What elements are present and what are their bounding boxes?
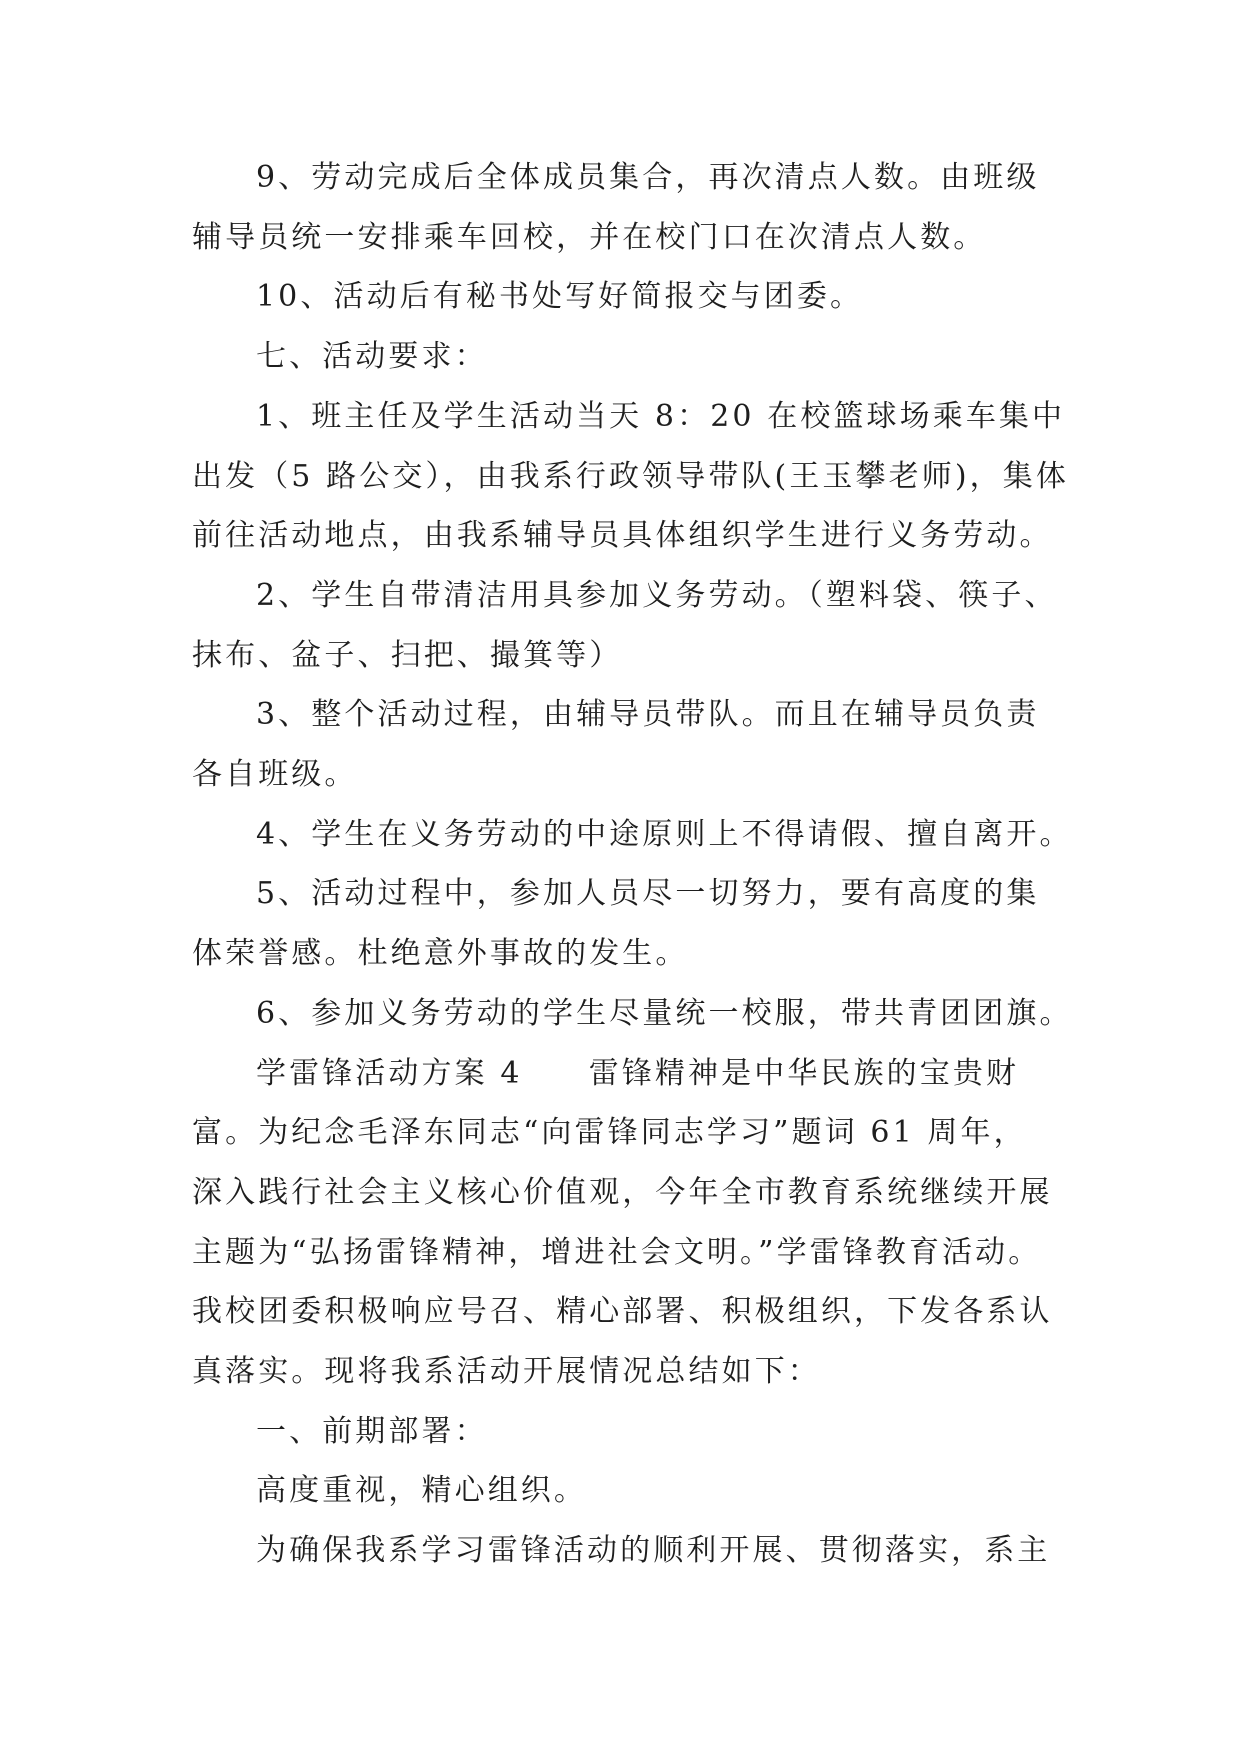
text-line: 4、学生在义务劳动的中途原则上不得请假、擅自离开。: [256, 816, 1073, 852]
text-line: 深入践行社会主义核心价值观，今年全市教育系统继续开展: [192, 1174, 1053, 1210]
section-heading: 一、前期部署：: [256, 1413, 488, 1449]
text-line: 主题为“弘扬雷锋精神，增进社会文明。”学雷锋教育活动。: [192, 1234, 1042, 1270]
text-line: 抹布、盆子、扫把、撮箕等）: [192, 637, 623, 673]
text-line: 真落实。现将我系活动开展情况总结如下：: [192, 1354, 821, 1390]
text-line: 各自班级。: [192, 757, 358, 793]
text-line: 我校团委积极响应号召、精心部署、积极组织，下发各系认: [192, 1294, 1053, 1330]
text-line: 6、参加义务劳动的学生尽量统一校服，带共青团团旗。: [256, 995, 1073, 1031]
text-line: 1、班主任及学生活动当天 8：20 在校篮球场乘车集中: [256, 398, 1066, 434]
text-line: 辅导员统一安排乘车回校，并在校门口在次清点人数。: [192, 219, 987, 255]
section-heading: 七、活动要求：: [256, 339, 488, 375]
text-line: 高度重视，精心组织。: [256, 1473, 587, 1509]
text-line: 体荣誉感。杜绝意外事故的发生。: [192, 936, 689, 972]
text-line: 2、学生自带清洁用具参加义务劳动。（塑料袋、筷子、: [256, 577, 1058, 613]
document-body: [192, 148, 1072, 1581]
text-line: 10、活动后有秘书处写好简报交与团委。: [256, 279, 864, 315]
text-line: 前往活动地点，由我系辅导员具体组织学生进行义务劳动。: [192, 518, 1053, 554]
text-line: 3、整个活动过程，由辅导员带队。而且在辅导员负责: [256, 697, 1040, 733]
text-line: 学雷锋活动方案 4 雷锋精神是中华民族的宝贵财: [256, 1055, 1020, 1091]
text-line: 出发（5 路公交），由我系行政领导带队(王玉攀老师)，集体: [192, 458, 1069, 494]
text-line: 富。为纪念毛泽东同志“向雷锋同志学习”题词 61 周年，: [192, 1115, 1027, 1151]
text-line: 为确保我系学习雷锋活动的顺利开展、贯彻落实，系主: [256, 1533, 1051, 1569]
text-line: 5、活动过程中，参加人员尽一切努力，要有高度的集: [256, 876, 1040, 912]
text-line: 9、劳动完成后全体成员集合，再次清点人数。由班级: [256, 160, 1040, 195]
